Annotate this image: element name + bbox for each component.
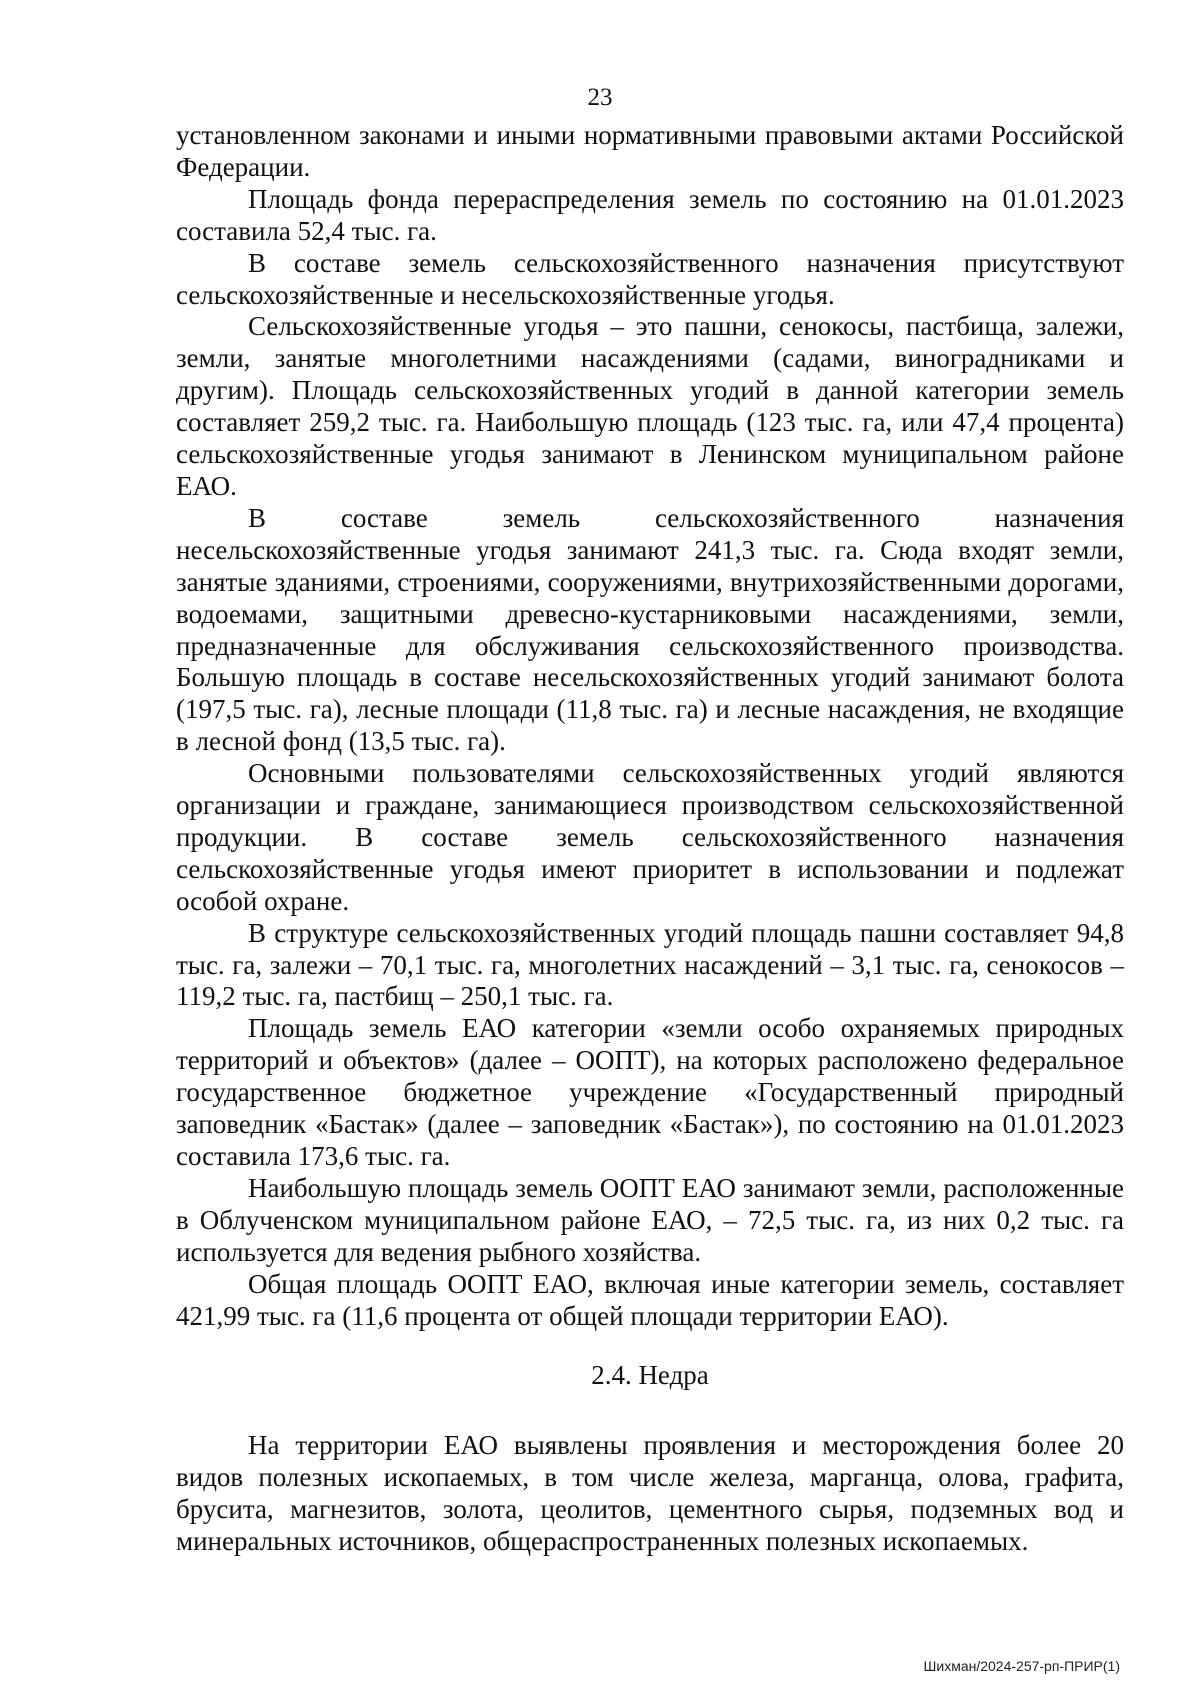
document-code: Шихман/2024-257-рп-ПРИР(1) (923, 1658, 1120, 1674)
section-heading: 2.4. Недра (591, 1360, 709, 1391)
document-body (176, 120, 1124, 1558)
paragraph-largest-protected-area: Наибольшую площадь земель ООПТ ЕАО занимают земли, расположенные в Облученском муниципальном районе ЕАО, – 72,5 тыс. га, из них 0,2 тыс. га используется для ведения рыбного хозяйства. (176, 1172, 1124, 1267)
paragraph-redistribution-fund: Площадь фонда перераспределения земель по состоянию на 01.01.2023 составила 52,4 тыс. га. (176, 183, 1124, 246)
paragraph-non-agricultural-lands: В составе земель сельскохозяйственного назначения несельскохозяйственные угодья занимают 241,3 тыс. га. Сюда входят земли, занятые зданиями, строениями, сооружениями, внутрихозяйственными дорогами, водоемами, защитными древесно-кустарниковыми насаждениями, земли, предназначенные для обслуживания сельскохозяйственного производства. Большую площадь в составе несельскохозяйственных угодий занимают болота (197,5 тыс. га), лесные площади (11,8 тыс. га) и лесные насаждения, не входящие в лесной фонд (13,5 тыс. га). (176, 502, 1124, 757)
paragraph-agricultural-lands: Сельскохозяйственные угодья – это пашни, сенокосы, пастбища, залежи, земли, занятые многолетними насаждениями (садами, виноградниками и другим). Площадь сельскохозяйственных угодий в данной категории земель составляет 259,2 тыс. га. Наибольшую площадь (123 тыс. га, или 47,4 процента) сельскохозяйственные угодья занимают в Ленинском муниципальном районе ЕАО. (176, 311, 1124, 501)
paragraph-protected-areas: Площадь земель ЕАО категории «земли особо охраняемых природных территорий и объектов» (далее – ООПТ), на которых расположено федеральное государственное бюджетное учреждение «Государственный природный заповедник «Бастак» (далее – заповедник «Бастак»), по состоянию на 01.01.2023 составила 173,6 тыс. га. (176, 1013, 1124, 1171)
paragraph-total-protected-area: Общая площадь ООПТ ЕАО, включая иные категории земель, составляет 421,99 тыс. га (11,6 процента от общей площади территории ЕАО). (176, 1268, 1124, 1331)
paragraph-mineral-resources: На территории ЕАО выявлены проявления и месторождения более 20 видов полезных ископаемых, в том числе железа, марганца, олова, графита, брусита, магнезитов, золота, цеолитов, цементного сырья, подземных вод и минеральных источников, общераспространенных полезных ископаемых. (176, 1430, 1124, 1557)
paragraph-continuation: установленном законами и иными нормативными правовыми актами Российской Федерации. (176, 120, 1124, 182)
page-number: 23 (587, 84, 613, 111)
paragraph-land-structure: В структуре сельскохозяйственных угодий площадь пашни составляет 94,8 тыс. га, залежи – 70,1 тыс. га, многолетних насаждений – 3,1 тыс. га, сенокосов – 119,2 тыс. га, пастбищ – 250,1 тыс. га. (176, 917, 1124, 1012)
paragraph-land-users: Основными пользователями сельскохозяйственных угодий являются организации и граждане, занимающиеся производством сельскохозяйственной продукции. В составе земель сельскохозяйственного назначения сельскохозяйственные угодья имеют приоритет в использовании и подлежат особой охране. (176, 758, 1124, 916)
paragraph-land-composition: В составе земель сельскохозяйственного назначения присутствуют сельскохозяйственные и несельскохозяйственные угодья. (176, 247, 1124, 310)
